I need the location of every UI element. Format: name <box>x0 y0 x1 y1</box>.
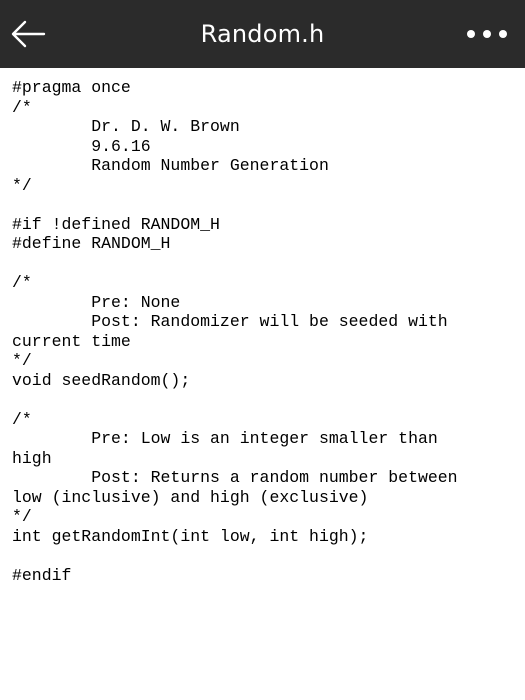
more-horizontal-icon <box>467 30 507 38</box>
top-bar <box>0 0 525 68</box>
back-button[interactable] <box>8 14 48 54</box>
file-content: #pragma once /* Dr. D. W. Brown 9.6.16 Random Number Generation */ #if !defined RANDOM_H #define RANDOM_H /* Pre: None Post: Randomizer will be seeded with current time */ void seedRandom(); /* Pre: Low is an integer smaller than high Post: Returns a random number between low (inclusive) and high (exclusive) */ int getRandomInt(int low, int high); #endif <box>12 78 458 585</box>
more-options-button[interactable] <box>467 22 507 46</box>
arrow-left-icon <box>10 20 46 48</box>
page-title: Random.h <box>200 20 325 48</box>
